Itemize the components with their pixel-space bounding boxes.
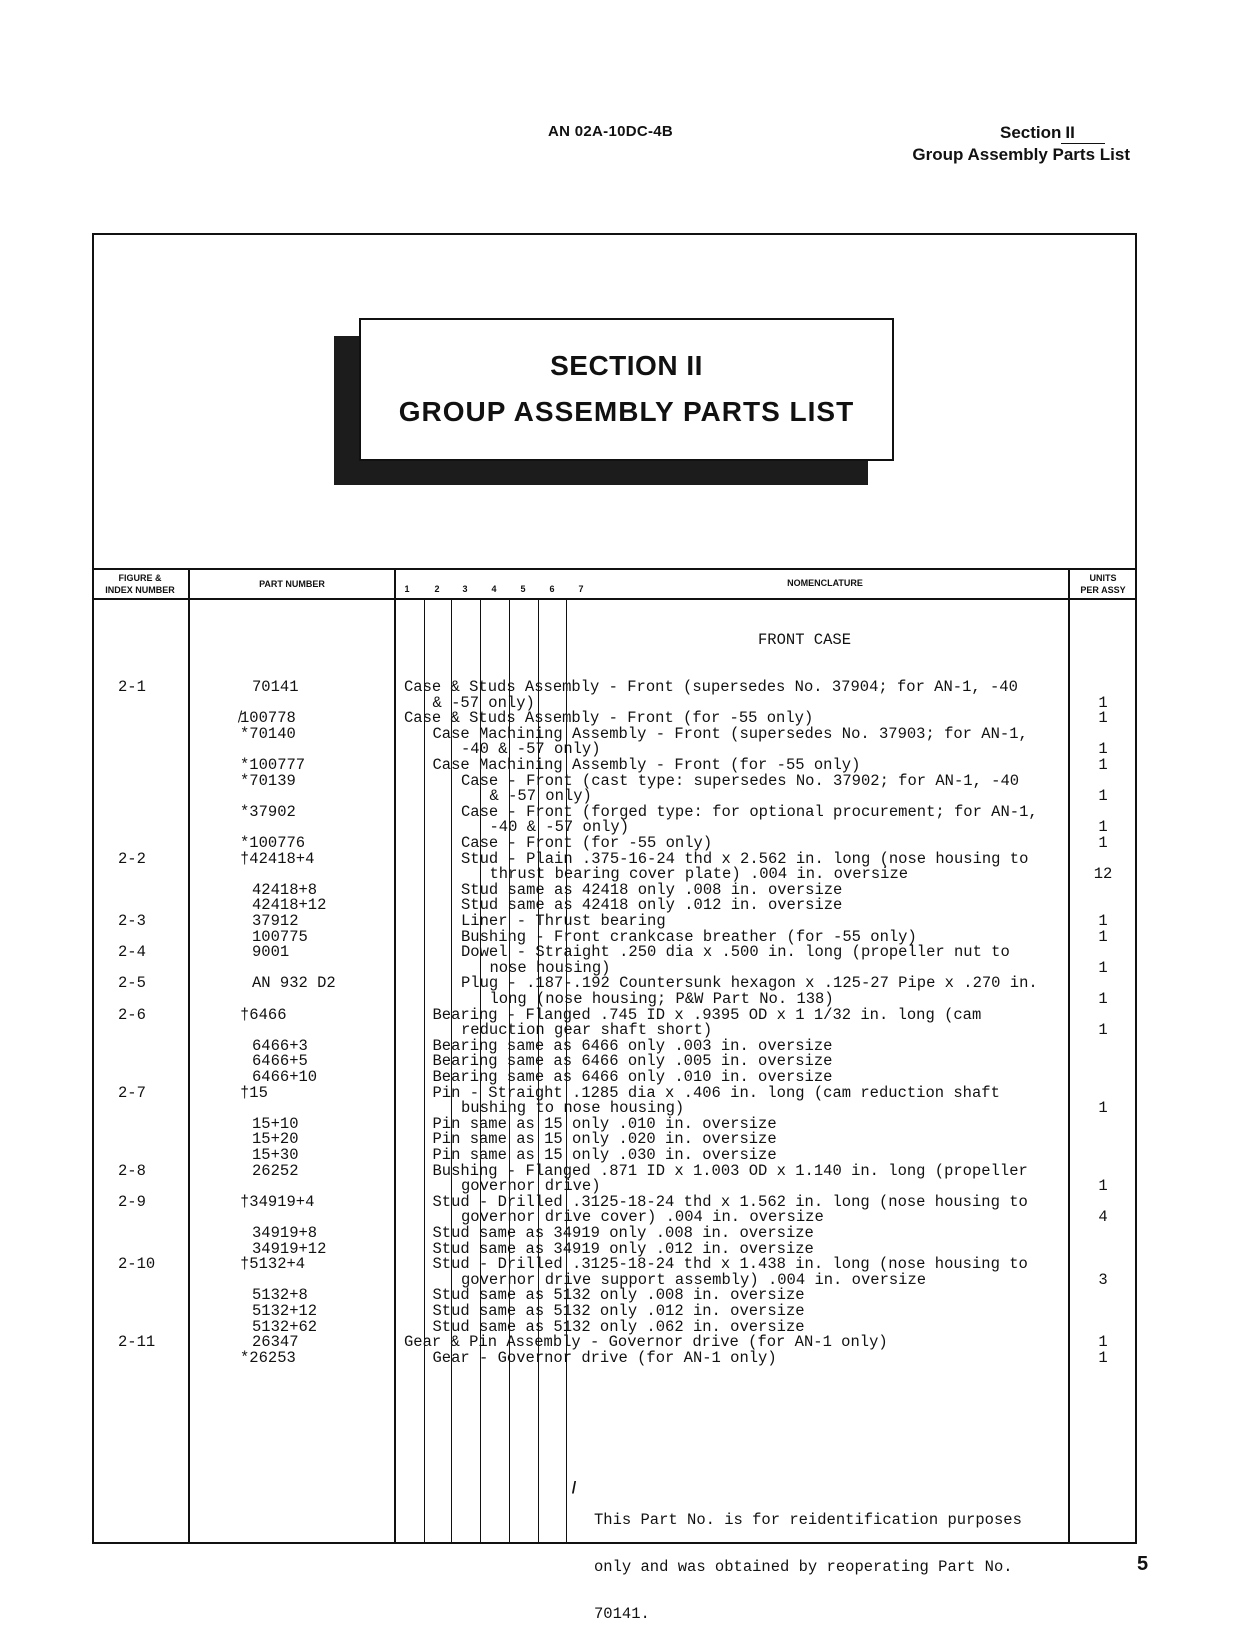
nomenclature: Case - Front (forged type: for optional procurement; for AN-1, xyxy=(461,802,1038,821)
figure-index: 2-2 xyxy=(118,849,146,868)
footnote-line: only and was obtained by reoperating Part No. xyxy=(594,1557,1013,1576)
part-number: †6466 xyxy=(240,1005,287,1024)
nomenclature: Pin same as 15 only .030 in. oversize xyxy=(432,1146,777,1164)
part-number: 37912 xyxy=(252,912,299,930)
part-number: AN 932 D2 xyxy=(252,974,336,993)
nomenclature: Stud - Drilled .3125-18-24 thd x 1.562 in. long (nose housing to xyxy=(432,1192,1028,1211)
figure-index: 2-8 xyxy=(118,1161,146,1180)
footnote-line: 70141. xyxy=(594,1604,650,1623)
divider-fig-part xyxy=(188,568,190,1544)
section-number: II xyxy=(1061,123,1105,144)
header-indent-6: 6 xyxy=(549,584,555,594)
part-number: †42418+4 xyxy=(240,849,315,868)
nomenclature: -40 & -57 only) xyxy=(461,740,601,759)
nomenclature: Bushing - Flanged .871 ID x 1.003 OD x 1.140 in. long (propeller xyxy=(432,1161,1028,1180)
section-word: Section xyxy=(1000,123,1062,142)
title-box xyxy=(359,318,894,461)
nomenclature: Plug - .187-.192 Countersunk hexagon x .125-27 Pipe x .270 in. xyxy=(461,974,1038,993)
part-number: *70140 xyxy=(240,724,296,743)
nomenclature: Gear - Governor drive (for AN-1 only) xyxy=(432,1348,777,1367)
footnote-line: This Part No. is for reidentification purposes xyxy=(594,1511,1022,1530)
nomenclature: Stud same as 42418 only .008 in. oversize xyxy=(461,880,843,899)
nomenclature: Stud same as 5132 only .008 in. oversize xyxy=(432,1286,805,1305)
nomenclature: Stud same as 34919 only .008 in. oversize xyxy=(432,1224,814,1242)
units-per-assy: 1 xyxy=(1098,740,1108,759)
units-per-assy: 1 xyxy=(1098,912,1108,930)
units-per-assy: 1 xyxy=(1098,693,1108,712)
part-number: *70139 xyxy=(240,771,296,790)
units-per-assy: 1 xyxy=(1098,958,1108,977)
header-indent-2: 2 xyxy=(434,584,440,594)
table-header-top-rule xyxy=(92,568,1137,570)
table-header-bottom-rule xyxy=(92,598,1137,600)
part-number: *100776 xyxy=(240,834,306,852)
figure-index: 2-9 xyxy=(118,1192,146,1211)
nomenclature: Stud - Plain .375-16-24 thd x 2.562 in. long (nose housing to xyxy=(461,849,1029,868)
part-number: ̸100778 xyxy=(240,709,296,728)
title-line-2: GROUP ASSEMBLY PARTS LIST xyxy=(398,396,855,427)
part-number: 6466+5 xyxy=(252,1052,308,1071)
header-nomenclature: NOMENCLATURE xyxy=(787,578,863,588)
nomenclature: governor drive) xyxy=(461,1177,601,1196)
nomenclature: Dowel - Straight .250 dia x .500 in. long (propeller nut to xyxy=(461,943,1010,962)
footnote-text xyxy=(594,1482,1022,1638)
nomenclature: governor drive support assembly) .004 in. oversize xyxy=(461,1270,927,1289)
part-number: *26253 xyxy=(240,1348,296,1367)
header-indent-5: 5 xyxy=(520,584,526,594)
figure-index: 2-4 xyxy=(118,943,146,962)
units-per-assy: 1 xyxy=(1098,1333,1108,1352)
nomenclature: Case Machining Assembly - Front (for -55 only) xyxy=(432,756,861,774)
nomenclature: Liner - Thrust bearing xyxy=(461,912,666,930)
nomenclature: Pin - Straight .1285 dia x .406 in. long (cam reduction shaft xyxy=(432,1083,1000,1102)
units-per-assy: 1 xyxy=(1098,927,1108,946)
group-heading: FRONT CASE xyxy=(758,631,852,649)
header-indent-7: 7 xyxy=(578,584,584,594)
part-number: 6466+10 xyxy=(252,1068,318,1086)
units-per-assy: 1 xyxy=(1098,990,1108,1008)
nomenclature: thrust bearing cover plate) .004 in. oversize xyxy=(489,865,909,884)
header-indent-1: 1 xyxy=(404,584,410,594)
part-number: 34919+12 xyxy=(252,1239,327,1258)
part-number: †15 xyxy=(240,1083,268,1102)
units-per-assy: 1 xyxy=(1098,756,1108,774)
part-number: 42418+8 xyxy=(252,880,318,899)
header-index-line: INDEX NUMBER xyxy=(105,585,175,595)
nomenclature: bushing to nose housing) xyxy=(461,1099,685,1118)
nomenclature: Pin same as 15 only .020 in. oversize xyxy=(432,1130,777,1149)
part-number: 5132+62 xyxy=(252,1317,318,1336)
document-id: AN 02A-10DC-4B xyxy=(548,123,674,140)
nomenclature: Stud - Drilled .3125-18-24 thd x 1.438 in. long (nose housing to xyxy=(432,1255,1028,1274)
units-per-assy: 1 xyxy=(1098,787,1108,806)
nomenclature: Bearing same as 6466 only .005 in. oversize xyxy=(432,1052,833,1071)
header-units-line: UNITS xyxy=(1089,573,1117,583)
nomenclature: Pin same as 15 only .010 in. oversize xyxy=(432,1114,777,1133)
section-label xyxy=(1000,123,1105,144)
title-line-1: SECTION II xyxy=(550,350,703,381)
header-part-number: PART NUMBER xyxy=(259,579,325,589)
nomenclature: Case - Front (for -55 only) xyxy=(461,834,713,852)
figure-index: 2-10 xyxy=(118,1255,156,1274)
nomenclature: Bushing - Front crankcase breather (for -55 only) xyxy=(461,927,917,946)
nomenclature: Stud same as 5132 only .062 in. oversize xyxy=(432,1317,805,1336)
header-per-assy-line: PER ASSY xyxy=(1080,585,1126,595)
nomenclature: & -57 only) xyxy=(489,787,592,806)
nomenclature: Stud same as 5132 only .012 in. oversize xyxy=(432,1302,805,1320)
part-number: 42418+12 xyxy=(252,896,327,915)
part-number: 26252 xyxy=(252,1161,299,1180)
nomenclature: Gear & Pin Assembly - Governor drive (for AN-1 only) xyxy=(404,1333,888,1352)
part-number: 34919+8 xyxy=(252,1224,318,1242)
units-per-assy: 4 xyxy=(1098,1208,1108,1227)
part-number: 5132+8 xyxy=(252,1286,308,1305)
units-per-assy: 1 xyxy=(1098,1099,1108,1118)
nomenclature: nose housing) xyxy=(489,958,611,977)
divider-nomen-units xyxy=(1068,568,1070,1544)
nomenclature: reduction gear shaft short) xyxy=(461,1021,713,1040)
part-number: †5132+4 xyxy=(240,1255,306,1274)
nomenclature: governor drive cover) .004 in. oversize xyxy=(461,1208,824,1227)
part-number: 15+10 xyxy=(252,1114,299,1133)
part-number: 5132+12 xyxy=(252,1302,318,1320)
units-per-assy: 1 xyxy=(1098,1177,1108,1196)
nomenclature: & -57 only) xyxy=(432,693,535,712)
part-number: 15+20 xyxy=(252,1130,299,1149)
part-number: 15+30 xyxy=(252,1146,299,1164)
divider-part-nomen xyxy=(394,568,396,1544)
units-per-assy: 3 xyxy=(1098,1270,1108,1289)
nomenclature: Case & Studs Assembly - Front (for -55 only) xyxy=(404,709,814,728)
header-indent-4: 4 xyxy=(491,584,497,594)
figure-index: 2-7 xyxy=(118,1083,146,1102)
nomenclature: Case Machining Assembly - Front (supersedes No. 37903; for AN-1, xyxy=(432,724,1028,743)
indent-rule-1 xyxy=(424,598,425,1544)
header-figure-index xyxy=(94,572,186,596)
header-indent-3: 3 xyxy=(462,584,468,594)
units-per-assy: 1 xyxy=(1098,1021,1108,1040)
header-units xyxy=(1070,572,1136,596)
figure-index: 2-6 xyxy=(118,1005,146,1024)
units-per-assy: 1 xyxy=(1098,818,1108,837)
page-number: 5 xyxy=(1137,1553,1149,1575)
nomenclature: Stud same as 34919 only .012 in. oversize xyxy=(432,1239,814,1258)
header-figure-line: FIGURE & xyxy=(118,573,162,583)
nomenclature: Bearing same as 6466 only .003 in. oversize xyxy=(432,1036,833,1055)
nomenclature: Case - Front (cast type: supersedes No. 37902; for AN-1, -40 xyxy=(461,771,1020,790)
figure-index: 2-11 xyxy=(118,1333,156,1352)
part-number: *37902 xyxy=(240,802,296,821)
figure-index: 2-1 xyxy=(118,678,146,696)
nomenclature: Bearing same as 6466 only .010 in. oversize xyxy=(432,1068,833,1086)
part-number: 26347 xyxy=(252,1333,299,1352)
units-per-assy: 1 xyxy=(1098,709,1108,728)
nomenclature: -40 & -57 only) xyxy=(489,818,630,837)
figure-index: 2-5 xyxy=(118,974,146,993)
part-number: 6466+3 xyxy=(252,1036,308,1055)
nomenclature: Case & Studs Assembly - Front (supersedes No. 37904; for AN-1, -40 xyxy=(404,678,1018,696)
figure-index: 2-3 xyxy=(118,912,146,930)
units-per-assy: 1 xyxy=(1098,834,1108,852)
part-number: 9001 xyxy=(252,943,290,962)
part-number: 100775 xyxy=(252,927,308,946)
part-number: †34919+4 xyxy=(240,1192,315,1211)
units-per-assy: 12 xyxy=(1093,865,1113,884)
part-number: *100777 xyxy=(240,756,306,774)
nomenclature: Stud same as 42418 only .012 in. oversize xyxy=(461,896,843,915)
nomenclature: long (nose housing; P&W Part No. 138) xyxy=(489,990,834,1008)
nomenclature: Bearing - Flanged .745 ID x .9395 OD x 1 1/32 in. long (cam xyxy=(432,1005,982,1024)
part-number: 70141 xyxy=(252,678,299,696)
page-subtitle: Group Assembly Parts List xyxy=(912,145,1130,164)
units-per-assy: 1 xyxy=(1098,1348,1108,1367)
